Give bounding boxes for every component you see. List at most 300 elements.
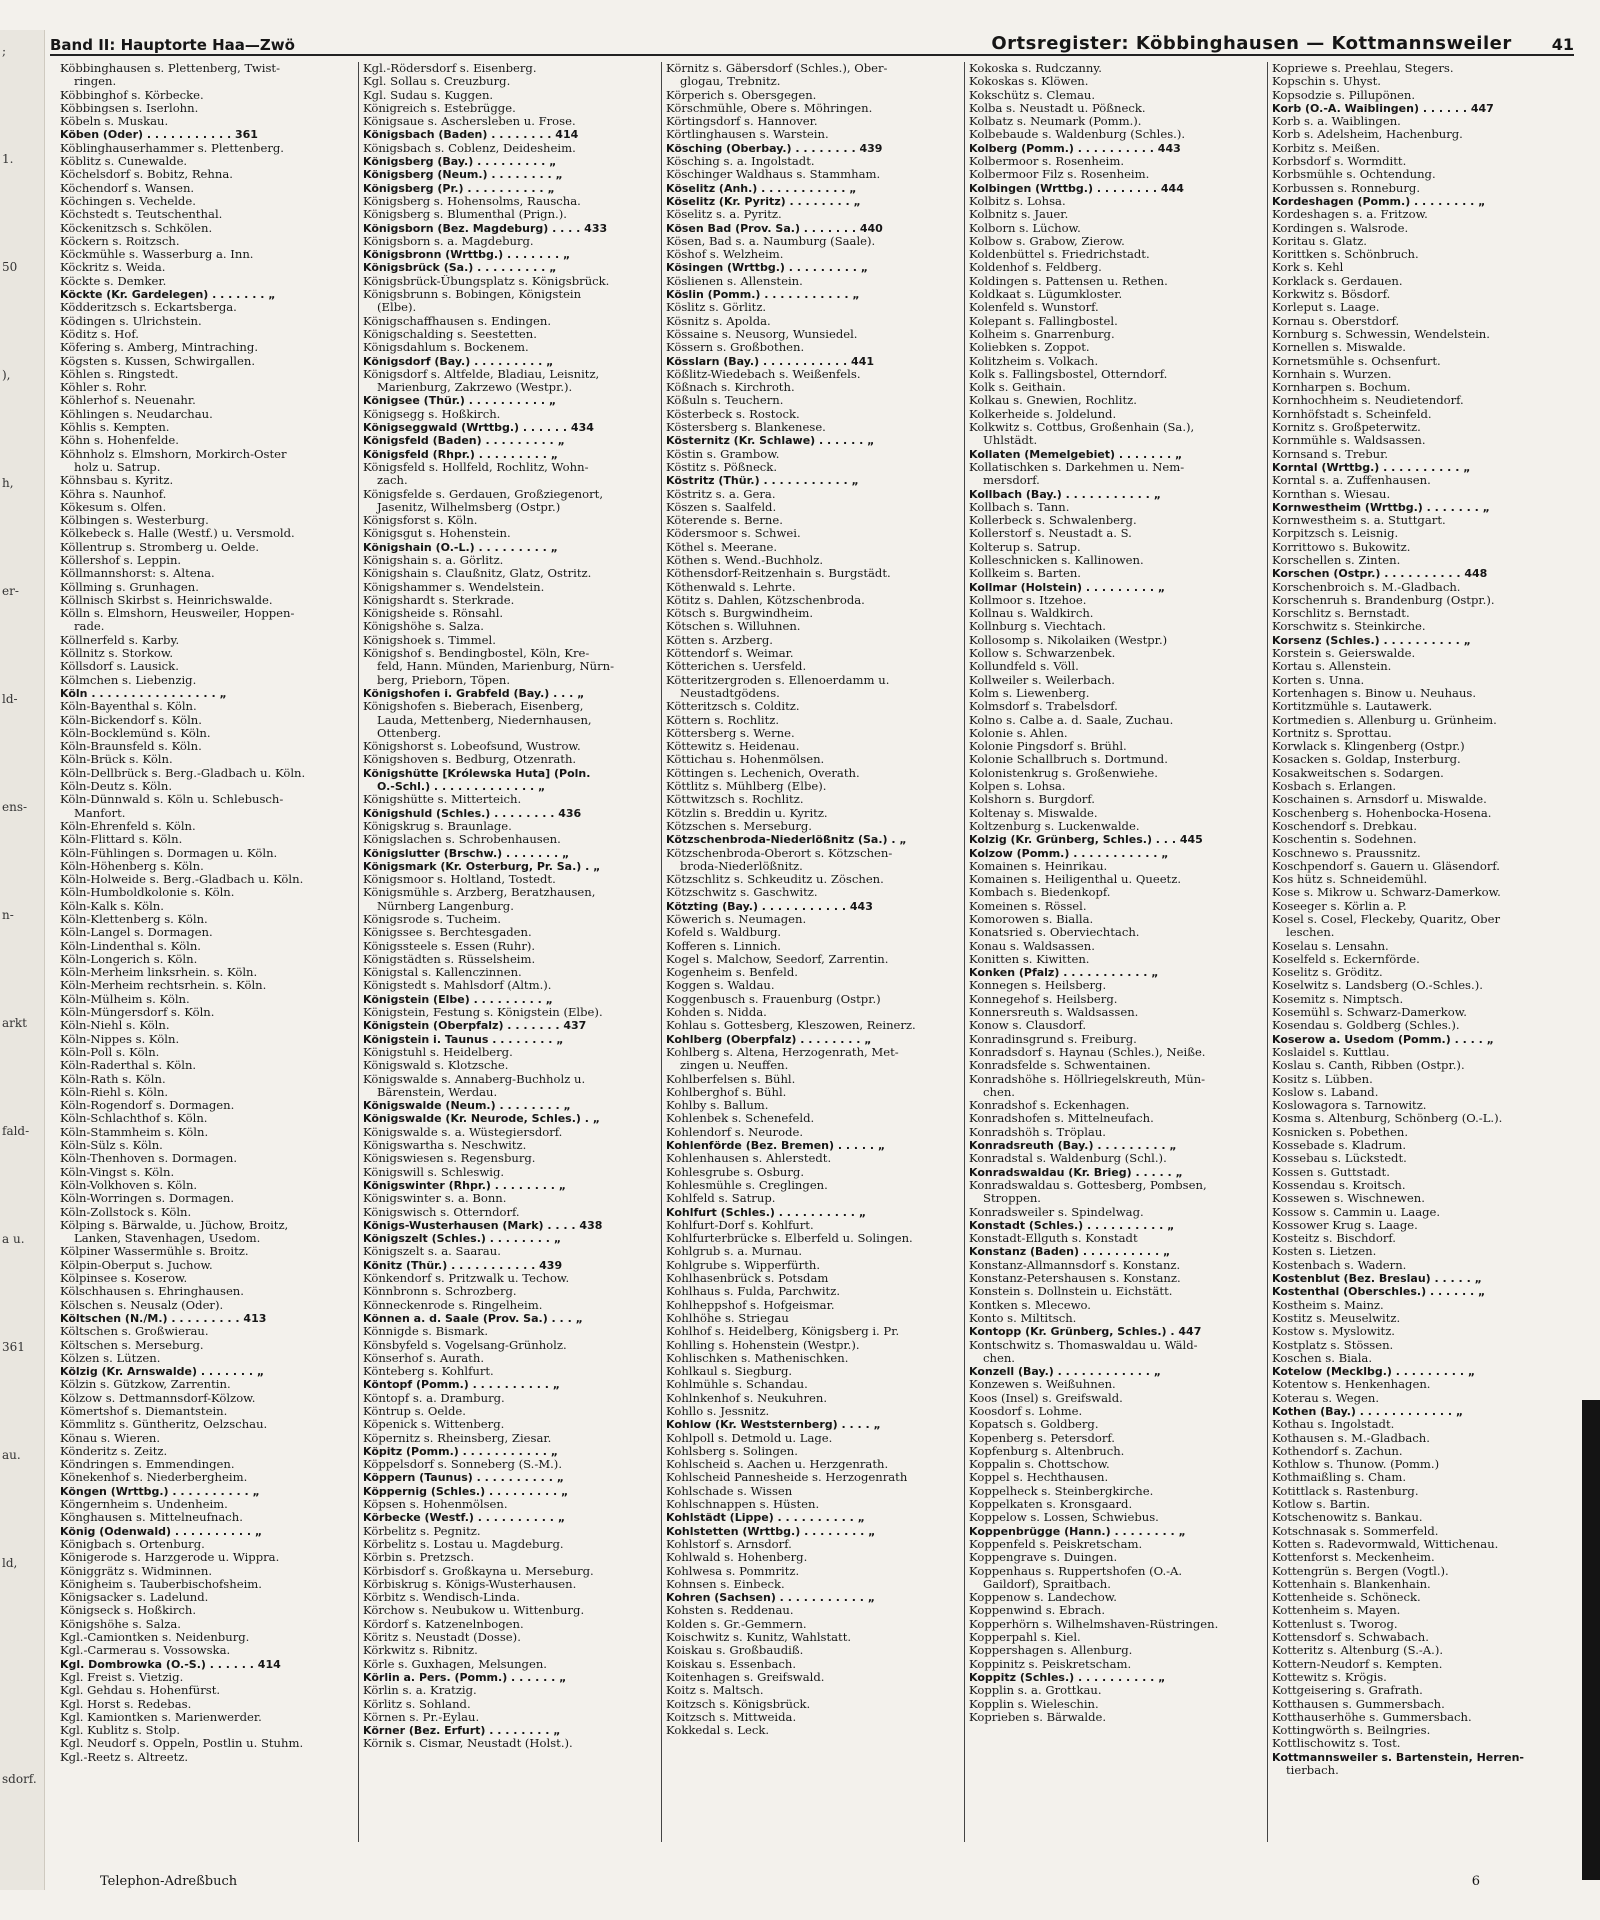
register-entry: Kohlberfelsen s. Bühl. (666, 1072, 796, 1086)
register-entry: Köln-Dellbrück s. Berg.-Gladbach u. Köln. (60, 766, 306, 780)
register-entry: Kogel s. Malchow, Seedorf, Zarrentin. (666, 952, 889, 966)
register-entry: Kopperpahl s. Kiel. (969, 1631, 1081, 1645)
margin-fragment: h, (2, 476, 14, 490)
page-number: 41 (1551, 35, 1574, 54)
register-entry: Konatsried s. Oberviechtach. (969, 926, 1140, 940)
register-entry: Korsenz (Schles.) . . . . . . . . . . „ (1272, 633, 1471, 647)
register-entry: Köln-Lindenthal s. Köln. (60, 939, 201, 953)
register-entry: Kötzschenbroda-Oberort s. Kötzschen- (666, 846, 893, 860)
margin-fragment: ld- (2, 692, 18, 706)
register-entry: Kötschen s. Willuhnen. (666, 620, 801, 634)
register-entry: Kgl. Sollau s. Creuzburg. (363, 75, 511, 89)
register-entry: Königsgut s. Hohenstein. (363, 527, 511, 541)
register-entry: Kokoskas s. Klöwen. (969, 75, 1089, 89)
register-entry: Köchelsdorf s. Bobitz, Rehna. (60, 168, 233, 182)
margin-fragment: 1. (2, 152, 14, 166)
register-entry: Köritz s. Neustadt (Dosse). (363, 1631, 521, 1645)
register-entry: Köln-Raderthal s. Köln. (60, 1059, 197, 1073)
register-entry: Konnersreuth s. Waldsassen. (969, 1006, 1139, 1020)
register-entry: Kohlby s. Ballum. (666, 1099, 769, 1113)
register-entry: Kottgeisering s. Grafrath. (1272, 1684, 1423, 1698)
register-entry: Kolonie Schallbruch s. Dortmund. (969, 753, 1168, 767)
register-entry: Kgl. Horst s. Redebas. (60, 1697, 192, 1711)
register-entry: Kollnau s. Waldkirch. (969, 607, 1094, 621)
register-entry: Koschenberg s. Hohenbocka-Hosena. (1272, 806, 1492, 820)
register-entry: Könteberg s. Kohlfurt. (363, 1365, 494, 1379)
register-entry: Köln-Zollstock s. Köln. (60, 1205, 192, 1219)
register-entry: Königsberg s. Hohensolms, Rauscha. (363, 194, 581, 208)
register-entry: Komainen s. Heiligenthal u. Queetz. (969, 873, 1182, 887)
register-entry: Koppitz (Schles.) . . . . . . . . . . „ (969, 1670, 1166, 1684)
register-entry: Kotteritz s. Altenburg (S.-A.). (1272, 1644, 1444, 1658)
register-entry: Körchow s. Neubukow u. Wittenburg. (363, 1604, 585, 1618)
register-entry: Königsmühle s. Arzberg, Beratzhausen, (363, 886, 596, 900)
register-entry: Kopatsch s. Goldberg. (969, 1418, 1099, 1432)
register-entry: Koppel s. Hechthausen. (969, 1471, 1109, 1485)
register-entry: Kohlhaus s. Fulda, Parchwitz. (666, 1285, 841, 1299)
register-entry: Koggenbusch s. Frauenburg (Ostpr.) (666, 992, 881, 1006)
margin-fragment: fald- (2, 1124, 30, 1138)
register-entry: Körbisdorf s. Großkayna u. Merseburg. (363, 1564, 594, 1578)
register-entry: Köln-Flittard s. Köln. (60, 833, 183, 847)
register-entry: Köpitz (Pomm.) . . . . . . . . . . . „ (363, 1444, 558, 1458)
register-entry: Kothausen s. M.-Gladbach. (1272, 1431, 1430, 1445)
register-entry: Kohlfurt-Dorf s. Kohlfurt. (666, 1218, 814, 1232)
register-entry: Königstein (Elbe) . . . . . . . . . „ (363, 992, 553, 1006)
register-entry: Kolzig (Kr. Grünberg, Schles.) . . . 445 (969, 833, 1203, 847)
register-entry: Koselwitz s. Landsberg (O.-Schles.). (1272, 979, 1483, 993)
register-entry: Köslitz s. Görlitz. (666, 301, 767, 315)
register-entry-continuation: rade. (74, 620, 105, 634)
register-entry: Köln-Rath s. Köln. (60, 1072, 166, 1086)
register-entry: Könghausen s. Mittelneufnach. (60, 1511, 243, 1525)
register-entry: Koos (Insel) s. Greifswald. (969, 1391, 1123, 1405)
page-footer (100, 1874, 1480, 1894)
register-entry: Konradinsgrund s. Freiburg. (969, 1032, 1137, 1046)
register-entry: Konstadt (Schles.) . . . . . . . . . . „ (969, 1218, 1175, 1232)
register-entry: Ködersmoor s. Schwei. (666, 527, 801, 541)
register-entry: Kolbebaude s. Waldenburg (Schles.). (969, 128, 1186, 142)
register-entry: Kolkwitz s. Cottbus, Großenhain (Sa.), (969, 421, 1195, 435)
register-entry: Königsacker s. Ladelund. (60, 1591, 209, 1605)
register-entry: Kottensdorf s. Schwabach. (1272, 1631, 1429, 1645)
register-entry: Köln-Nippes s. Köln. (60, 1032, 180, 1046)
register-entry: Kopfenburg s. Altenbruch. (969, 1444, 1125, 1458)
register-entry: Kosteitz s. Bischdorf. (1272, 1232, 1396, 1246)
register-entry: Königsheide s. Rönsahl. (363, 607, 504, 621)
margin-fragment: 50 (2, 260, 18, 274)
register-entry: Köln-Brück s. Köln. (60, 753, 173, 767)
register-entry: Kolshorn s. Burgdorf. (969, 793, 1095, 807)
register-entry: Kortau s. Allenstein. (1272, 660, 1392, 674)
register-entry: Kölzow s. Dettmannsdorf-Kölzow. (60, 1391, 256, 1405)
register-entry: Kofeld s. Waldburg. (666, 926, 782, 940)
register-entry: Koprieben s. Bärwalde. (969, 1710, 1107, 1724)
register-entry: Kohlstorf s. Arnsdorf. (666, 1537, 792, 1551)
register-entry: Köln-Ehrenfeld s. Köln. (60, 819, 196, 833)
register-entry: Kokschütz s. Clemau. (969, 88, 1096, 102)
register-entry: Konstanz-Petershausen s. Konstanz. (969, 1272, 1181, 1286)
register-entry: Kossebade s. Kladrum. (1272, 1139, 1407, 1153)
register-entry: Kösternitz (Kr. Schlawe) . . . . . . „ (666, 434, 875, 448)
register-entry: Königshain s. Claußnitz, Glatz, Ostritz. (363, 567, 592, 581)
margin-fragment: 361 (2, 1340, 25, 1354)
register-entry: Kornburg s. Schwessin, Wendelstein. (1272, 327, 1490, 341)
register-entry: Konstein s. Dollnstein u. Eichstätt. (969, 1285, 1173, 1299)
register-entry: Kotschenowitz s. Bankau. (1272, 1511, 1423, 1525)
register-entry: Köwerich s. Neumagen. (666, 913, 807, 926)
register-entry: Kohlau s. Gottesberg, Kleszowen, Reinerz. (666, 1019, 916, 1033)
register-entry: Kornharpen s. Bochum. (1272, 381, 1411, 395)
register-entry: Köllsdorf s. Lausick. (60, 660, 179, 674)
register-entry: Kopperhörn s. Wilhelmshaven-Rüstringen. (969, 1617, 1219, 1631)
register-entry: Körlitz s. Sohland. (363, 1697, 471, 1711)
register-entry: Kolzow (Pomm.) . . . . . . . . . . . „ (969, 846, 1169, 860)
register-entry: Kohlesmühle s. Creglingen. (666, 1178, 828, 1192)
register-entry: Köllentrup s. Stromberg u. Oelde. (60, 540, 260, 554)
register-entry: Kolpen s. Lohsa. (969, 780, 1066, 794)
register-entry: Köln-Stammheim s. Köln. (60, 1125, 209, 1139)
register-entry: Köfering s. Amberg, Mintraching. (60, 341, 259, 355)
register-entry: Köpsen s. Hohenmölsen. (363, 1498, 508, 1512)
register-entry: Korschellen s. Zinten. (1272, 553, 1401, 567)
register-entry: Korbussen s. Ronneburg. (1272, 181, 1421, 195)
register-entry: Konradswaldau s. Gottesberg, Pombsen, (969, 1178, 1207, 1192)
register-entry: Kolborn s. Lüchow. (969, 221, 1081, 235)
register-entry: Köckritz s. Weida. (60, 261, 166, 275)
register-entry: Kohlberg s. Altena, Herzogenrath, Met- (666, 1045, 899, 1059)
register-entry: Kollnburg s. Viechtach. (969, 620, 1106, 634)
register-entry: Koppelkaten s. Kronsgaard. (969, 1498, 1133, 1512)
register-entry: Köthensdorf-Reitzenhain s. Burgstädt. (666, 567, 891, 581)
register-entry: Königszelt (Schles.) . . . . . . . . „ (363, 1232, 562, 1246)
register-entry-continuation: tierbach. (1286, 1764, 1339, 1777)
register-entry: Kolbermoor s. Rosenheim. (969, 155, 1125, 169)
register-entry: Köppern (Taunus) . . . . . . . . . . „ (363, 1471, 564, 1485)
register-entry: Koslowagora s. Tarnowitz. (1272, 1099, 1427, 1113)
register-entry: Kohlschade s. Wissen (666, 1484, 793, 1498)
register-entry: Koslow s. Laband. (1272, 1085, 1379, 1099)
register-entry: Kostheim s. Mainz. (1272, 1298, 1384, 1312)
register-entry: Kolleschnicken s. Kallinowen. (969, 553, 1144, 567)
register-entry: Kopriewe s. Preehlau, Stegers. (1272, 62, 1454, 75)
register-entry: Köttersberg s. Werne. (666, 726, 795, 740)
register-entry: Königssteele s. Essen (Ruhr). (363, 939, 536, 953)
register-entry: Kötitz s. Dahlen, Kötzschenbroda. (666, 593, 865, 607)
register-entry: Korntal s. a. Zuffenhausen. (1272, 474, 1431, 488)
register-entry: Koritau s. Glatz. (1272, 234, 1367, 248)
register-entry: Köln-Mülheim s. Köln. (60, 992, 190, 1006)
register-entry: Kösen Bad (Prov. Sa.) . . . . . . . 440 (666, 221, 883, 235)
register-entry: Königswald s. Klotzsche. (363, 1059, 509, 1073)
register-entry: Kolbermoor Filz s. Rosenheim. (969, 168, 1150, 182)
register-entry-continuation: Ottenberg. (377, 726, 442, 740)
register-entry: Koitzsch s. Mittweida. (666, 1710, 797, 1724)
register-entry-continuation: Uhlstädt. (983, 434, 1038, 448)
register-entry: Kössaine s. Neusorg, Wunsiedel. (666, 327, 858, 341)
register-entry: Königshorst s. Lobeofsund, Wustrow. (363, 740, 581, 754)
register-entry: Köslin (Pomm.) . . . . . . . . . . . „ (666, 288, 860, 302)
register-entry-continuation: Nürnberg Langenburg. (377, 899, 514, 913)
register-entry: Königs-Wusterhausen (Mark) . . . . 438 (363, 1218, 603, 1232)
register-entry: Koschpendorf s. Gauern u. Gläsendorf. (1272, 859, 1500, 873)
register-entry-continuation: Bärenstein, Werdau. (377, 1085, 498, 1099)
register-entry: Köln-Merheim linksrhein. s. Köln. (60, 966, 258, 980)
register-entry: Konradsweiler s. Spindelwag. (969, 1205, 1144, 1219)
register-entry: Köchingen s. Vechelde. (60, 194, 196, 208)
register-entry: Konradsdorf s. Haynau (Schles.), Neiße. (969, 1045, 1206, 1059)
register-entry: Köntopf s. a. Dramburg. (363, 1391, 505, 1405)
register-entry: Kortnitz s. Sprottau. (1272, 726, 1392, 740)
register-entry: Kohlgrub s. a. Murnau. (666, 1245, 803, 1259)
margin-fragment: arkt (2, 1016, 27, 1030)
register-entry: Kossewen s. Wischnewen. (1272, 1192, 1425, 1206)
register-entry: Kgl.-Camiontken s. Neidenburg. (60, 1631, 250, 1645)
register-entry: Köln-Sülz s. Köln. (60, 1139, 163, 1153)
register-entry: Kgl. Gehdau s. Hohenfürst. (60, 1684, 221, 1698)
register-entry: Köblitz s. Cunewalde. (60, 155, 188, 169)
register-entry: Kornhochheim s. Neudietendorf. (1272, 394, 1464, 408)
register-entry-continuation: leschen. (1286, 926, 1335, 940)
register-entry: Kolonie s. Ahlen. (969, 726, 1068, 740)
register-entry: Korntal (Wrttbg.) . . . . . . . . . . „ (1272, 460, 1471, 474)
register-entry: Koitz s. Maltsch. (666, 1684, 764, 1698)
register-entry: Körnen s. Pr.-Eylau. (363, 1710, 480, 1724)
register-entry: Köln-Thenhoven s. Dormagen. (60, 1152, 238, 1166)
register-entry: Königschalding s. Seestetten. (363, 327, 537, 341)
register-entry: Komeinen s. Rössel. (969, 899, 1087, 913)
register-entry: Kgl.-Rödersdorf s. Eisenberg. (363, 62, 537, 75)
register-entry: Kollmar (Holstein) . . . . . . . . . „ (969, 580, 1166, 594)
register-entry: Korstein s. Geierswalde. (1272, 647, 1416, 661)
register-entry: Kortitzmühle s. Lautawerk. (1272, 700, 1433, 714)
register-entry: Kornau s. Oberstdorf. (1272, 314, 1400, 328)
register-entry: Kolbow s. Grabow, Zierow. (969, 234, 1125, 248)
register-entry-continuation: zingen u. Neuffen. (680, 1059, 789, 1073)
register-entry: Köckern s. Roitzsch. (60, 234, 180, 248)
register-entry: Kontken s. Mlecewo. (969, 1298, 1091, 1312)
register-entry: Kottern-Neudorf s. Kempten. (1272, 1657, 1443, 1671)
register-entry: Köselitz (Anh.) . . . . . . . . . . . „ (666, 181, 857, 195)
register-entry: Königsbach s. Coblenz, Deidesheim. (363, 141, 576, 155)
register-entry: Kohllo s. Jessnitz. (666, 1404, 770, 1418)
register-entry: Korpitzsch s. Leisnig. (1272, 527, 1399, 541)
register-entry: Kohlling s. Hohenstein (Westpr.). (666, 1338, 860, 1352)
register-entry: Köln-Höhenberg s. Köln. (60, 859, 204, 873)
register-entry: Kopsodzie s. Pillupönen. (1272, 88, 1416, 102)
register-entry: Königshain s. a. Görlitz. (363, 553, 504, 567)
register-entry: Koitzsch s. Königsbrück. (666, 1697, 811, 1711)
register-entry: Kopplin s. Wieleschin. (969, 1697, 1099, 1711)
register-entry: Konradshofen s. Mittelneufach. (969, 1112, 1154, 1126)
register-entry: Köstersberg s. Blankenese. (666, 421, 826, 435)
register-entry: Körschmühle, Obere s. Möhringen. (666, 101, 873, 115)
register-entry: Kölschen s. Neusalz (Oder). (60, 1298, 224, 1312)
register-entry: Kötzlin s. Breddin u. Kyritz. (666, 806, 828, 820)
register-entry: Koppenwind s. Ebrach. (969, 1604, 1106, 1618)
register-entry: Königstein i. Taunus . . . . . . . . „ (363, 1032, 564, 1046)
register-entry: Konnegehof s. Heilsberg. (969, 992, 1118, 1006)
register-entry: Körbitz s. Wendisch-Linda. (363, 1591, 520, 1605)
register-entry: Köllming s. Grunhagen. (60, 580, 199, 594)
register-entry: Kornellen s. Miswalde. (1272, 341, 1406, 355)
register-entry: Köttlitz s. Mühlberg (Elbe). (666, 780, 827, 794)
register-entry: Königstuhl s. Heidelberg. (363, 1045, 513, 1059)
register-entry: Kohlstetten (Wrttbg.) . . . . . . . . „ (666, 1524, 876, 1538)
register-entry: Koliebken s. Zoppot. (969, 341, 1090, 355)
register-entry: Königsdahlum s. Bockenem. (363, 341, 529, 355)
register-entry: Kölping s. Bärwalde, u. Jüchow, Broitz, (60, 1218, 289, 1232)
register-entry: Koppershagen s. Allenburg. (969, 1644, 1133, 1658)
register-entry: Konradshöh s. Tröplau. (969, 1125, 1106, 1139)
register-entry: Kotschnasak s. Sommerfeld. (1272, 1524, 1439, 1538)
register-entry: Köllershof s. Leppin. (60, 553, 182, 567)
register-entry: Körner (Bez. Erfurt) . . . . . . . . „ (363, 1724, 561, 1738)
register-entry: Kösching (Oberbay.) . . . . . . . . 439 (666, 141, 883, 155)
register-entry: Kotentow s. Henkenhagen. (1272, 1378, 1431, 1392)
register-entry: Kosel s. Cosel, Fleckeby, Quaritz, Ober (1272, 913, 1500, 926)
register-entry: Kohlmühle s. Schandau. (666, 1378, 808, 1392)
register-entry: Kohlpoll s. Detmold u. Lage. (666, 1431, 833, 1445)
register-entry: Kothendorf s. Zachun. (1272, 1444, 1403, 1458)
register-entry: Köstritz s. a. Gera. (666, 487, 776, 501)
register-entry: Kolitzheim s. Volkach. (969, 354, 1099, 368)
register-entry: Kottenheide s. Schöneck. (1272, 1591, 1421, 1605)
register-entry: Kossen s. Guttstadt. (1272, 1165, 1390, 1179)
register-entry: Köln-Rogendorf s. Dormagen. (60, 1099, 235, 1113)
register-entry: Köckte s. Demker. (60, 274, 167, 288)
margin-fragment: au. (2, 1448, 21, 1462)
register-entry: Korkwitz s. Bösdorf. (1272, 288, 1391, 302)
register-entry: Köterende s. Berne. (666, 514, 783, 528)
register-entry: Konto s. Miltitsch. (969, 1311, 1077, 1325)
register-entry: Köthenwald s. Lehrte. (666, 580, 796, 594)
register-entry: Kohren (Sachsen) . . . . . . . . . . . „ (666, 1591, 876, 1605)
register-entry: Köppelsdorf s. Sonneberg (S.-M.). (363, 1458, 563, 1472)
register-entry: Kordeshagen (Pomm.) . . . . . . . . „ (1272, 194, 1486, 208)
register-entry: Koselau s. Lensahn. (1272, 939, 1389, 953)
register-entry: Kostenblut (Bez. Breslau) . . . . . „ (1272, 1272, 1482, 1286)
register-entry: Kornsand s. Trebur. (1272, 447, 1389, 461)
register-entry: Kgl. Neudorf s. Oppeln, Postlin u. Stuhm. (60, 1737, 304, 1751)
register-entry: Körbiskrug s. Königs-Wusterhausen. (363, 1577, 577, 1591)
register-entry: Koppelheck s. Steinbergkirche. (969, 1484, 1154, 1498)
register-entry: Königswiesen s. Regensburg. (363, 1152, 536, 1166)
register-entry-continuation: Gaildorf), Spraitbach. (983, 1577, 1111, 1591)
register-entry: Königsee (Thür.) . . . . . . . . . . „ (363, 394, 557, 408)
register-entry: Kopplin s. a. Grottkau. (969, 1684, 1102, 1698)
register-entry: Kottewitz s. Krögis. (1272, 1670, 1387, 1684)
register-entry: Kgl.-Reetz s. Altreetz. (60, 1750, 189, 1764)
register-entry: Könserhof s. Aurath. (363, 1351, 484, 1365)
register-entry: Königshofen s. Bieberach, Eisenberg, (363, 700, 584, 714)
register-entry: Köchstedt s. Teutschenthal. (60, 208, 223, 222)
register-column-3 (662, 62, 965, 1842)
register-entry-continuation: (Elbe). (377, 301, 417, 315)
register-entry: Königshof s. Bendingbostel, Köln, Kre- (363, 647, 590, 661)
register-entry: Köln-Deutz s. Köln. (60, 780, 173, 794)
register-entry-continuation: chen. (983, 1351, 1015, 1365)
register-entry: Körbelitz s. Lostau u. Magdeburg. (363, 1537, 564, 1551)
register-entry: Königsberg (Bay.) . . . . . . . . . „ (363, 155, 557, 169)
register-entry: Konzell (Bay.) . . . . . . . . . . . . „ (969, 1365, 1161, 1379)
register-entry: Kömertshof s. Diemantstein. (60, 1404, 228, 1418)
register-entry: Köben (Oder) . . . . . . . . . . . 361 (60, 128, 258, 142)
register-entry: Köln-Müngersdorf s. Köln. (60, 1006, 215, 1020)
footer-sheet-number: 6 (1471, 1874, 1480, 1889)
register-entry: Kornthan s. Wiesau. (1272, 487, 1391, 501)
register-entry-continuation: mersdorf. (983, 474, 1040, 488)
register-entry: Kortenhagen s. Binow u. Neuhaus. (1272, 686, 1477, 700)
register-entry: Kornitz s. Großpeterwitz. (1272, 421, 1421, 435)
register-entry: Kohlhöhe s. Striegau (666, 1311, 789, 1325)
register-entry-continuation: Jasenitz, Wilhelmsberg (Ostpr.) (377, 500, 561, 514)
register-entry: Kork s. Kehl (1272, 261, 1344, 275)
register-entry: Köselitz (Kr. Pyritz) . . . . . . . . „ (666, 194, 861, 208)
margin-fragment: sdorf. (2, 1772, 37, 1786)
register-entry: Köhn s. Hohenfelde. (60, 434, 179, 448)
register-entry: Königheim s. Tauberbischofsheim. (60, 1577, 262, 1591)
margin-fragment: n- (2, 908, 14, 922)
register-entry: Körnik s. Cismar, Neustadt (Holst.). (363, 1737, 573, 1751)
register-entry: Kohlhof s. Heidelberg, Königsberg i. Pr. (666, 1325, 900, 1339)
register-entry: Köhra s. Naunhof. (60, 487, 167, 501)
register-entry: Kottenforst s. Meckenheim. (1272, 1551, 1435, 1565)
register-entry: Kolm s. Liewenberg. (969, 686, 1090, 700)
register-entry: Konzewen s. Weißuhnen. (969, 1378, 1116, 1392)
register-entry: Königsbrück-Übungsplatz s. Königsbrück. (363, 274, 610, 288)
register-entry-continuation: Manfort. (74, 806, 126, 820)
register-entry: Korb (O.-A. Waiblingen) . . . . . . 447 (1272, 101, 1494, 115)
register-entry: Kordingen s. Walsrode. (1272, 221, 1409, 235)
register-entry-continuation: zach. (377, 474, 408, 488)
register-entry: Korschenbroich s. M.-Gladbach. (1272, 580, 1461, 594)
previous-page-edge (0, 30, 45, 1890)
register-entry: Königshoek s. Timmel. (363, 633, 496, 647)
register-entry: Köln-Vingst s. Köln. (60, 1165, 175, 1179)
register-entry: Kornhöfstadt s. Scheinfeld. (1272, 407, 1432, 421)
register-entry: Kombach s. Biedenkopf. (969, 886, 1111, 900)
register-entry-continuation: Lauda, Mettenberg, Niedernhausen, (377, 713, 592, 727)
register-entry: Kölkebeck s. Halle (Westf.) u. Versmold. (60, 527, 295, 541)
register-columns (56, 62, 1570, 1842)
register-entry: Kösslarn (Bay.) . . . . . . . . . . . 441 (666, 354, 875, 368)
register-entry: Kollbach (Bay.) . . . . . . . . . . . „ (969, 487, 1161, 501)
register-entry: Kollundfeld s. Völl. (969, 660, 1079, 674)
register-entry: Kolbatz s. Neumark (Pomm.). (969, 115, 1142, 129)
register-entry: Köln-Schlachthof s. Köln. (60, 1112, 208, 1126)
register-entry: Kotelow (Mecklbg.) . . . . . . . . . „ (1272, 1365, 1476, 1379)
register-entry: Kotlow s. Bartin. (1272, 1498, 1371, 1512)
register-entry: Kos hütz s. Schneidemühl. (1272, 873, 1428, 887)
register-entry: Köthel s. Meerane. (666, 540, 778, 554)
register-entry: Königswalde s. a. Wüstegiersdorf. (363, 1125, 563, 1139)
register-entry: Kosma s. Altenburg, Schönberg (O.-L.). (1272, 1112, 1503, 1126)
register-entry: Kornhain s. Wurzen. (1272, 367, 1392, 381)
register-entry: Königslachen s. Schrobenhausen. (363, 833, 561, 847)
register-entry: Kolk s. Geithain. (969, 381, 1066, 395)
register-entry: Königstal s. Kallenczinnen. (363, 966, 522, 980)
register-entry: Köbeln s. Muskau. (60, 115, 169, 129)
register-entry: Königbach s. Ortenburg. (60, 1537, 205, 1551)
register-entry: Königsbach (Baden) . . . . . . . . 414 (363, 128, 579, 142)
register-entry: Kornetsmühle s. Ochsenfurt. (1272, 354, 1441, 368)
register-entry: Kolkerheide s. Joldelund. (969, 407, 1117, 421)
register-entry: Kollmoor s. Itzehoe. (969, 593, 1087, 607)
register-entry: Köln-Kalk s. Köln. (60, 899, 164, 913)
register-entry-continuation: feld, Hann. Münden, Marienburg, Nürn- (377, 660, 615, 674)
register-entry: Königstein, Festung s. Königstein (Elbe). (363, 1006, 603, 1020)
